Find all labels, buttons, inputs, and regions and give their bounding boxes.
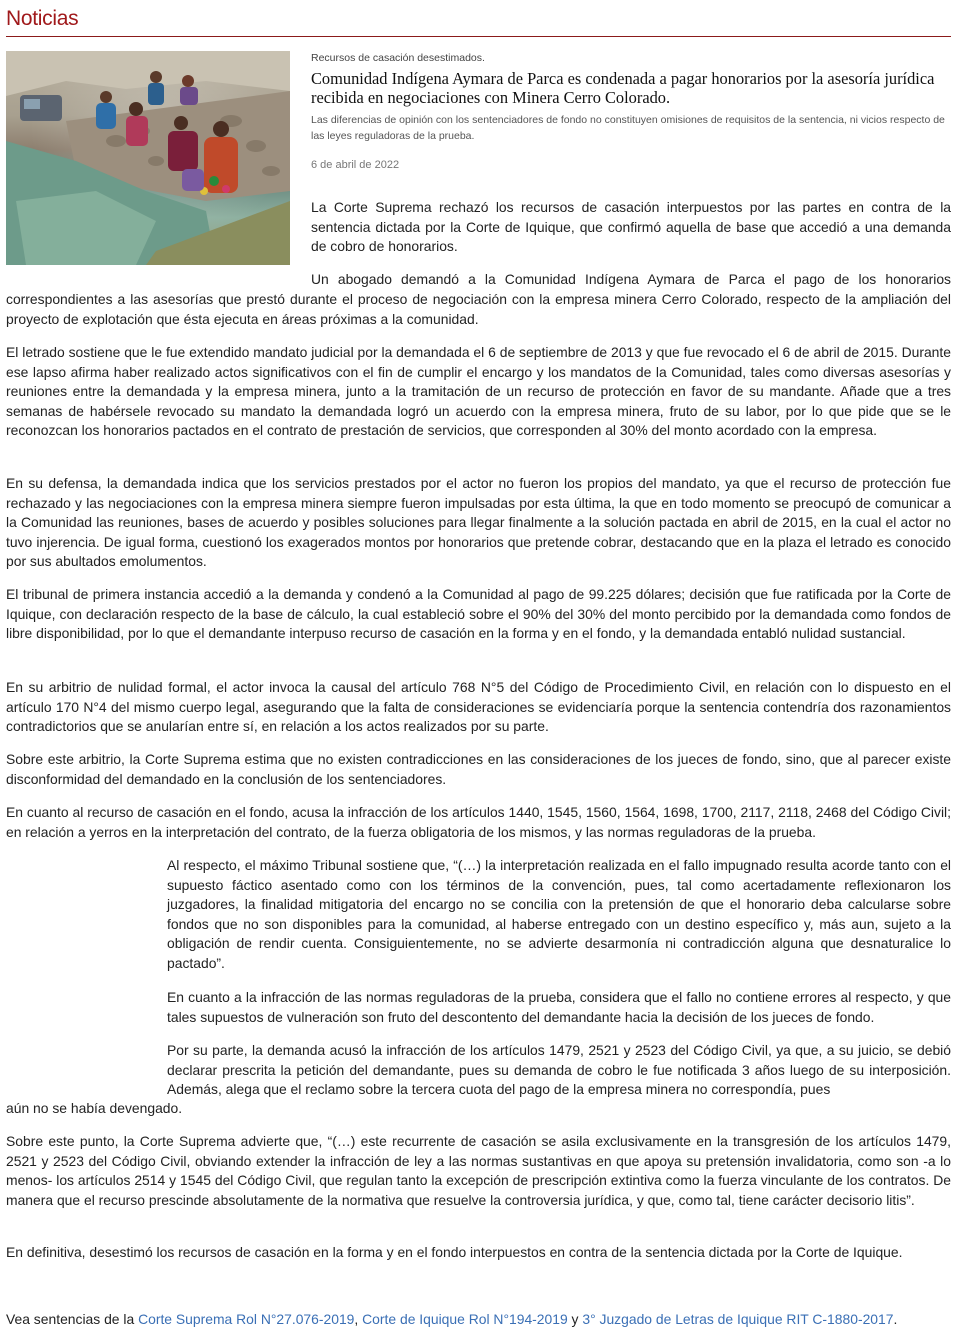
- link-corte-iquique[interactable]: Corte de Iquique Rol N°194-2019: [362, 1311, 568, 1327]
- paragraph-4: En su defensa, la demandada indica que los servicios prestados por el actor no fueron los propios del mandato, ya que el recurso de protección fue rechazado y las negociaciones con la empresa minera siempre fueron impulsadas por esta última, la que en todo momento se preocupó de comunicar a la Comunidad las reuniones, bases de acuerdo y posibles soluciones para llegar finalmente a la solución pactada en abril de 2015, en la cual el actor no tuvo injerencia. De igual forma, cuestionó los exagerados montos por honorarios que pretende cobrar, destacando que en la plaza el letrado es conocido por sus abultados emolumentos.: [6, 475, 951, 569]
- article-summary: Las diferencias de opinión con los sentenciadores de fondo no constituyen omisiones de requisitos de la sentencia, ni vicios respecto de las leyes reguladoras de la prueba.: [311, 114, 945, 142]
- footer-sep-2: y: [567, 1311, 583, 1327]
- footer-sources: [6, 1310, 951, 1330]
- page-header: [6, 4, 951, 37]
- paragraph-3: El letrado sostiene que le fue extendido mandato judicial por la demandada el 6 de septiembre de 2013 y que fue revocado el 6 de abril de 2015. Durante ese lapso afirma haber realizado actos significativos con el fin de cumplir el encargo y los mandatos de la Comunidad, tales como diversas asesorías y reuniones entre la demandada y la empresa minera, junto a la tramitación de un recurso de protección en favor de su mandante. Añade que a tres semanas de habérsele revocado su mandato la demandada logró un acuerdo con la empresa minera, fruto de su labor, por lo que pide que se le reconozcan los honorarios pactados en el contrato de prestación de servicios, que corresponden al 30% del monto acordado con la empresa.: [6, 344, 951, 438]
- paragraph-2-lead: Un abogado demandó a la Comunidad Indígena Aymara de Parca el pago de los honorarios: [311, 271, 951, 287]
- paragraph-11-tail: aún no se había devengado.: [6, 1100, 183, 1116]
- paragraph-6: En su arbitrio de nulidad formal, el actor invoca la causal del artículo 768 N°5 del Código de Procedimiento Civil, en relación con lo dispuesto en el artículo 170 N°4 del mismo cuerpo legal, asegurando que la falta de consideraciones se evidenciaría porque la sentencia contendría dos razonamientos contradictorios que se anularían entre sí, en relación a los actos realizados por su parte.: [6, 679, 951, 734]
- link-juzgado-iquique[interactable]: 3° Juzgado de Letras de Iquique RIT C-1880-2017: [582, 1311, 894, 1327]
- article-kicker: Recursos de casación desestimados.: [311, 52, 485, 64]
- article-photo: [6, 51, 290, 265]
- paragraph-2: correspondientes a las asesorías que prestó durante el proceso de negociación con la empresa minera Cerro Colorado, respecto de la ampliación del proyecto de explotación que ésta ejecuta en áreas próximas a la comunidad.: [6, 291, 951, 327]
- footer-suffix: .: [893, 1311, 898, 1327]
- paragraph-10: En cuanto a la infracción de las normas reguladoras de la prueba, considera que el fallo no contiene errores al respecto, y que tales supuestos de vulneración son fruto del descontento del demandante hacia la decisión de los jueces de fondo.: [167, 989, 951, 1025]
- paragraph-7: Sobre este arbitrio, la Corte Suprema estima que no existen contradicciones en las consideraciones de los jueces de fondo, sino, que al parecer existe disconformidad del demandado en la conclusión de los sentenciadores.: [6, 751, 951, 787]
- paragraph-13: En definitiva, desestimó los recursos de casación en la forma y en el fondo interpuestos en contra de la sentencia dictada por la Corte de Iquique.: [6, 1244, 903, 1260]
- section-title: Noticias: [6, 7, 79, 30]
- paragraph-1: La Corte Suprema rechazó los recursos de casación interpuestos por las partes en contra de la sentencia dictada por la Corte de Iquique, que confirmó aquella de base que accedió a una demanda de cobro de honorarios.: [311, 199, 951, 254]
- footer-prefix: Vea sentencias de la: [6, 1311, 139, 1327]
- paragraph-12: Sobre este punto, la Corte Suprema advierte que, “(…) este recurrente de casación se asila exclusivamente en la transgresión de los artículos 1479, 2521 y 2523 del Código Civil, obviando extender la infracción de ley a las normas sustantivas en que apoya su pretensión invalidatoria, como son -a lo menos- los artículos 2514 y 1545 del Código Civil, que regulan tanto la excepción de prescripción extintiva como la fuerza vinculante de los contratos. De manera que el recurso prescinde absolutamente de la normativa que resuelve la controversia jurídica, y que, como tal, tiene carácter decisorio litis”.: [6, 1133, 951, 1208]
- paragraph-9-quote: Al respecto, el máximo Tribunal sostiene que, “(…) la interpretación realizada en el fallo impugnado resulta acorde tanto con el supuesto fáctico asentado como con los términos de la convención, pues, tal como acertadamente reflexionaron los juzgadores, la finalidad mitigatoria del encargo no se concilia con la pretensión de que el honorario deba calcularse sobre fondos que no son disponibles para la comunidad, al haberse entregado con un destino específico y, más aun, sujeto a la obligación de rendir cuenta. Consiguientemente, no se advierte desarmonía ni contradicción alguna que desnaturalice lo pactado”.: [167, 857, 951, 971]
- article-date: 6 de abril de 2022: [311, 159, 400, 171]
- paragraph-8: En cuanto al recurso de casación en el fondo, acusa la infracción de los artículos 1440, 1545, 1560, 1564, 1698, 1700, 2117, 2118, 2468 del Código Civil; en relación a yerros en la interpretación del contrato, de la fuerza obligatoria de los mismos, y las normas reguladoras de la prueba.: [6, 804, 951, 840]
- article-headline: Comunidad Indígena Aymara de Parca es condenada a pagar honorarios por la asesoría jurídica recibida en negociaciones con Minera Cerro Colorado.: [311, 69, 935, 107]
- footer-sep-1: ,: [354, 1311, 363, 1327]
- paragraph-5: El tribunal de primera instancia accedió a la demanda y condenó a la Comunidad al pago de 99.225 dólares; decisión que fue ratificada por la Corte de Iquique, con declaración respecto de la base de cálculo, la cual estableció sobre el 90% del 30% del monto percibido por la demandada como fondos de libre disponibilidad, por lo que el demandante interpuso recurso de casación en la forma y en el fondo, y la demandada entabló nulidad sustancial.: [6, 586, 951, 641]
- paragraph-11: Por su parte, la demanda acusó la infracción de los artículos 1479, 2521 y 2523 del Código Civil, ya que, a su juicio, se debió declarar prescrita la petición del demandante, pues su demanda de cobro le fue notificada 3 años luego de su interposición. Además, alega que el reclamo sobre la tercera cuota del pago de la empresa minera no correspondía, pues: [167, 1042, 951, 1097]
- link-corte-suprema[interactable]: Corte Suprema Rol N°27.076-2019: [138, 1311, 355, 1327]
